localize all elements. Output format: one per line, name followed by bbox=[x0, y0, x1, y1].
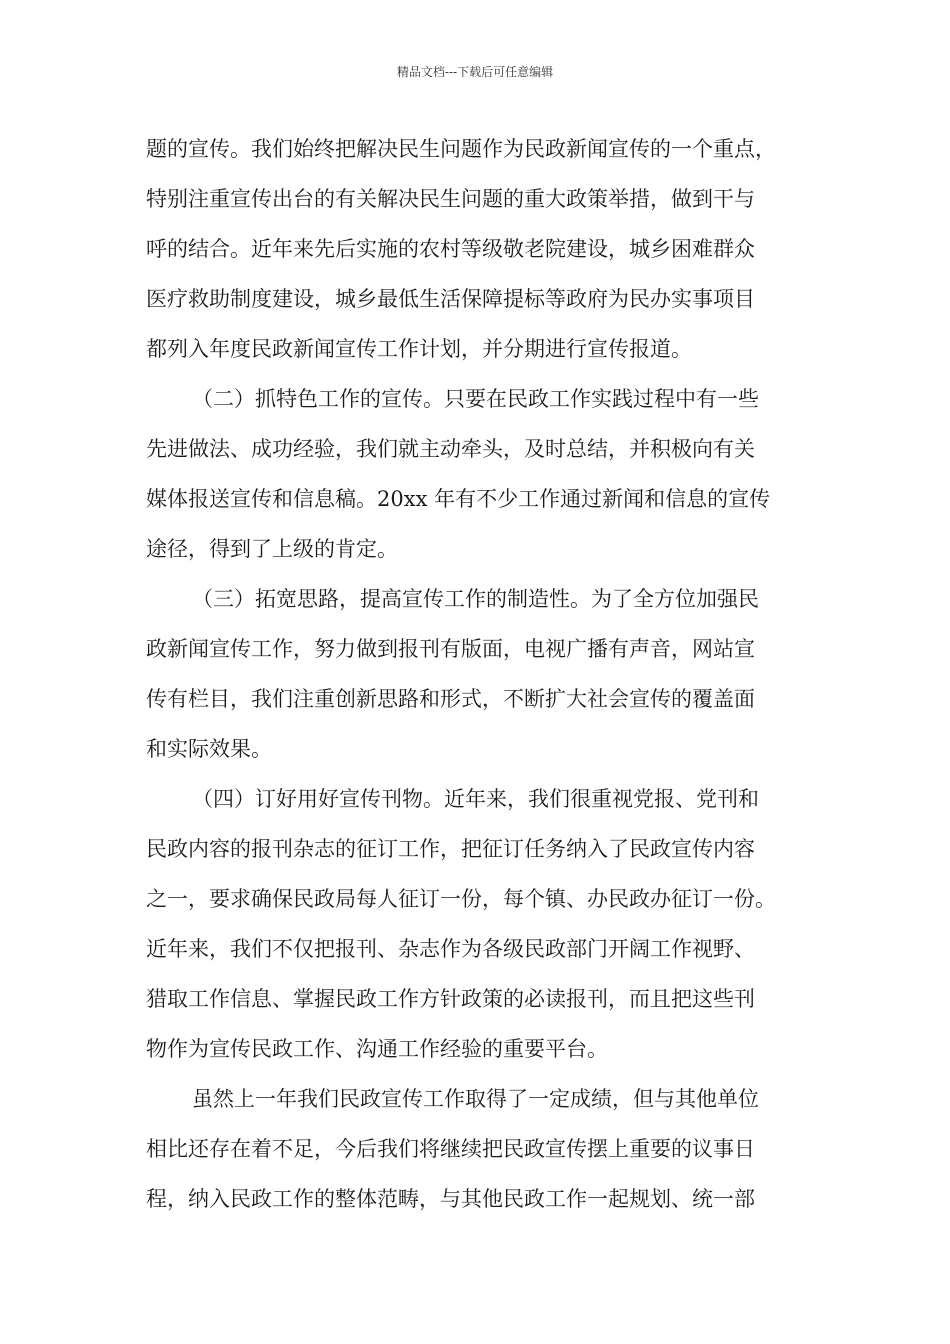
text-line: （二）抓特色工作的宣传。只要在民政工作实践过程中有一些 bbox=[192, 387, 759, 411]
text-line: 呼的结合。近年来先后实施的农村等级敬老院建设，城乡困难群众 bbox=[146, 237, 755, 261]
text-line: 之一，要求确保民政局每人征订一份，每个镇、办民政办征订一份。 bbox=[146, 887, 776, 911]
text-line: 物作为宣传民政工作、沟通工作经验的重要平台。 bbox=[146, 1037, 608, 1061]
text-line: 政新闻宣传工作，努力做到报刊有版面，电视广播有声音，网站宣 bbox=[146, 637, 755, 661]
paragraph-continued bbox=[146, 124, 836, 374]
text-line: 先进做法、成功经验，我们就主动牵头，及时总结，并积极向有关 bbox=[146, 437, 755, 461]
text-line: 近年来，我们不仅把报刊、杂志作为各级民政部门开阔工作视野、 bbox=[146, 937, 755, 961]
text-line: 传有栏目，我们注重创新思路和形式，不断扩大社会宣传的覆盖面 bbox=[146, 687, 755, 711]
text-line: 和实际效果。 bbox=[146, 737, 272, 761]
document-body bbox=[146, 124, 836, 1224]
text-line: 猎取工作信息、掌握民政工作方针政策的必读报刊，而且把这些刊 bbox=[146, 987, 755, 1011]
paragraph-section-3 bbox=[146, 574, 836, 774]
text-line: 题的宣传。我们始终把解决民生问题作为民政新闻宣传的一个重点， bbox=[146, 137, 776, 161]
text-line: 相比还存在着不足，今后我们将继续把民政宣传摆上重要的议事日 bbox=[146, 1137, 755, 1161]
paragraph-conclusion bbox=[146, 1074, 836, 1224]
text-line: 都列入年度民政新闻宣传工作计划，并分期进行宣传报道。 bbox=[146, 337, 692, 361]
text-line: 程，纳入民政工作的整体范畴，与其他民政工作一起规划、统一部 bbox=[146, 1187, 755, 1211]
text-line: （三）拓宽思路，提高宣传工作的制造性。为了全方位加强民 bbox=[192, 587, 759, 611]
text-line: 虽然上一年我们民政宣传工作取得了一定成绩，但与其他单位 bbox=[192, 1087, 759, 1111]
paragraph-section-4 bbox=[146, 774, 836, 1074]
text-line: 医疗救助制度建设，城乡最低生活保障提标等政府为民办实事项目 bbox=[146, 287, 755, 311]
paragraph-section-2 bbox=[146, 374, 836, 574]
text-line: 途径，得到了上级的肯定。 bbox=[146, 537, 398, 561]
text-line: 特别注重宣传出台的有关解决民生问题的重大政策举措，做到干与 bbox=[146, 187, 755, 211]
text-line: （四）订好用好宣传刊物。近年来，我们很重视党报、党刊和 bbox=[192, 787, 759, 811]
text-line: 媒体报送宣传和信息稿。20xx 年有不少工作通过新闻和信息的宣传 bbox=[146, 487, 771, 511]
text-line: 民政内容的报刊杂志的征订工作，把征订任务纳入了民政宣传内容 bbox=[146, 837, 755, 861]
page-header: 精品文档---下载后可任意编辑 bbox=[396, 65, 554, 79]
